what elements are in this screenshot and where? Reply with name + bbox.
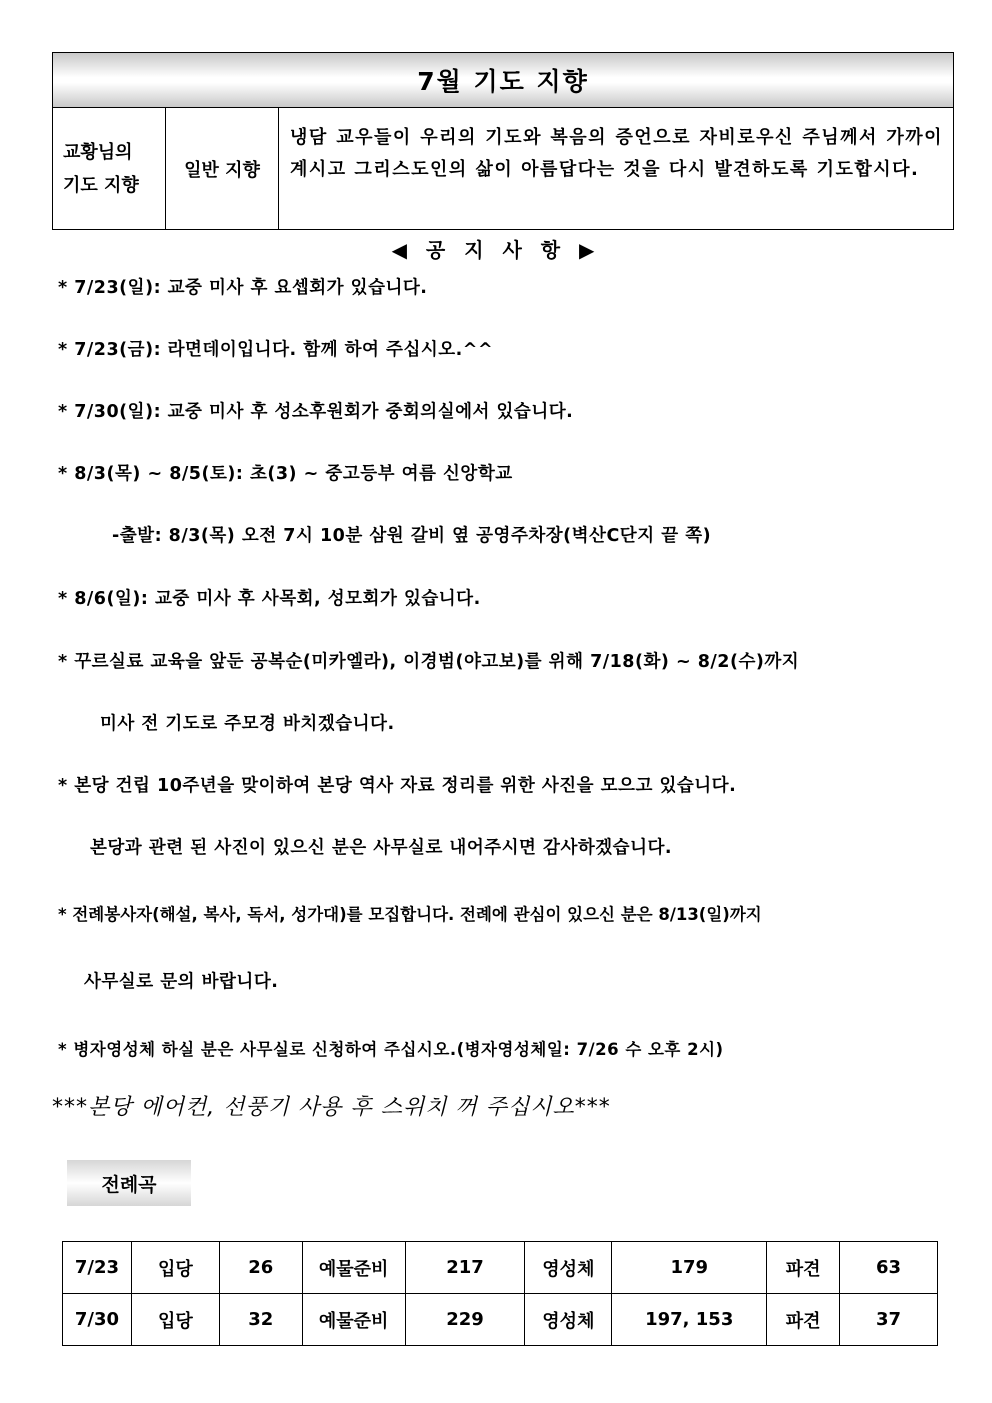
prayer-category: 일반 지향 — [166, 108, 279, 229]
hymn-label-offertory: 예물준비 — [302, 1294, 405, 1346]
hymn-number: 217 — [405, 1242, 525, 1294]
notice-item: 본당과 관련 된 사진이 있으신 분은 사무실로 내어주시면 감사하겠습니다. — [90, 838, 673, 858]
notice-item: 미사 전 기도로 주모경 바치겠습니다. — [100, 714, 395, 734]
hymns-label: 전례곡 — [67, 1160, 191, 1206]
hymn-number: 32 — [219, 1294, 302, 1346]
closing-note: ***본당 에어컨, 선풍기 사용 후 스위치 꺼 주십시오*** — [52, 1095, 611, 1120]
prayer-label-line1: 교황님의 — [63, 141, 133, 163]
notice-item: * 7/30(일): 교중 미사 후 성소후원회가 중회의실에서 있습니다. — [58, 402, 574, 422]
hymn-label-entrance: 입당 — [131, 1294, 219, 1346]
table-row — [63, 1242, 938, 1294]
hymn-date: 7/30 — [63, 1294, 132, 1346]
table-row — [63, 1294, 938, 1346]
hymns-table — [62, 1241, 938, 1346]
notice-item: * 병자영성체 하실 분은 사무실로 신청하여 주십시오.(병자영성체일: 7/26 수 오후 2시) — [58, 1040, 724, 1059]
notice-item: 사무실로 문의 바랍니다. — [84, 972, 279, 992]
hymn-number: 37 — [840, 1294, 938, 1346]
hymn-label-entrance: 입당 — [131, 1242, 219, 1294]
notice-item: * 본당 건립 10주년을 맞이하여 본당 역사 자료 정리를 위한 사진을 모으고 있습니다. — [58, 776, 737, 796]
hymn-number: 197, 153 — [612, 1294, 767, 1346]
hymn-label-communion: 영성체 — [525, 1294, 612, 1346]
hymn-number: 26 — [219, 1242, 302, 1294]
hymn-date: 7/23 — [63, 1242, 132, 1294]
notice-item: -출발: 8/3(목) 오전 7시 10분 삼원 갈비 옆 공영주차장(벽산C단지 끝 쪽) — [112, 526, 712, 546]
prayer-text: 냉담 교우들이 우리의 기도와 복음의 증언으로 자비로우신 주님께서 가까이 계시고 그리스도인의 삶이 아름답다는 것을 다시 발견하도록 기도합시다. — [290, 127, 943, 180]
page-title: 7월 기도 지향 — [53, 53, 953, 108]
notices-header: ◀ 공 지 사 항 ▶ — [391, 238, 601, 262]
prayer-intention-box — [52, 52, 954, 230]
hymn-label-offertory: 예물준비 — [302, 1242, 405, 1294]
hymn-number: 179 — [612, 1242, 767, 1294]
notice-item: * 7/23(금): 라면데이입니다. 함께 하여 주십시오.^^ — [58, 340, 494, 360]
hymn-number: 229 — [405, 1294, 525, 1346]
prayer-row — [53, 108, 953, 229]
notice-item: * 꾸르실료 교육을 앞둔 공복순(미카엘라), 이경범(야고보)를 위해 7/18(화) ~ 8/2(수)까지 — [58, 652, 800, 672]
hymn-label-recessional: 파견 — [767, 1242, 840, 1294]
hymn-label-communion: 영성체 — [525, 1242, 612, 1294]
hymn-number: 63 — [840, 1242, 938, 1294]
notice-item: * 7/23(일): 교중 미사 후 요셉회가 있습니다. — [58, 278, 428, 298]
notice-item: * 전례봉사자(해설, 복사, 독서, 성가대)를 모집합니다. 전례에 관심이 있으신 분은 8/13(일)까지 — [58, 905, 762, 924]
notice-item: * 8/6(일): 교중 미사 후 사목회, 성모회가 있습니다. — [58, 589, 481, 609]
prayer-label — [53, 108, 166, 229]
prayer-label-line2: 기도 지향 — [63, 174, 139, 196]
notice-item: * 8/3(목) ~ 8/5(토): 초(3) ~ 중고등부 여름 신앙학교 — [58, 464, 513, 484]
hymn-label-recessional: 파견 — [767, 1294, 840, 1346]
